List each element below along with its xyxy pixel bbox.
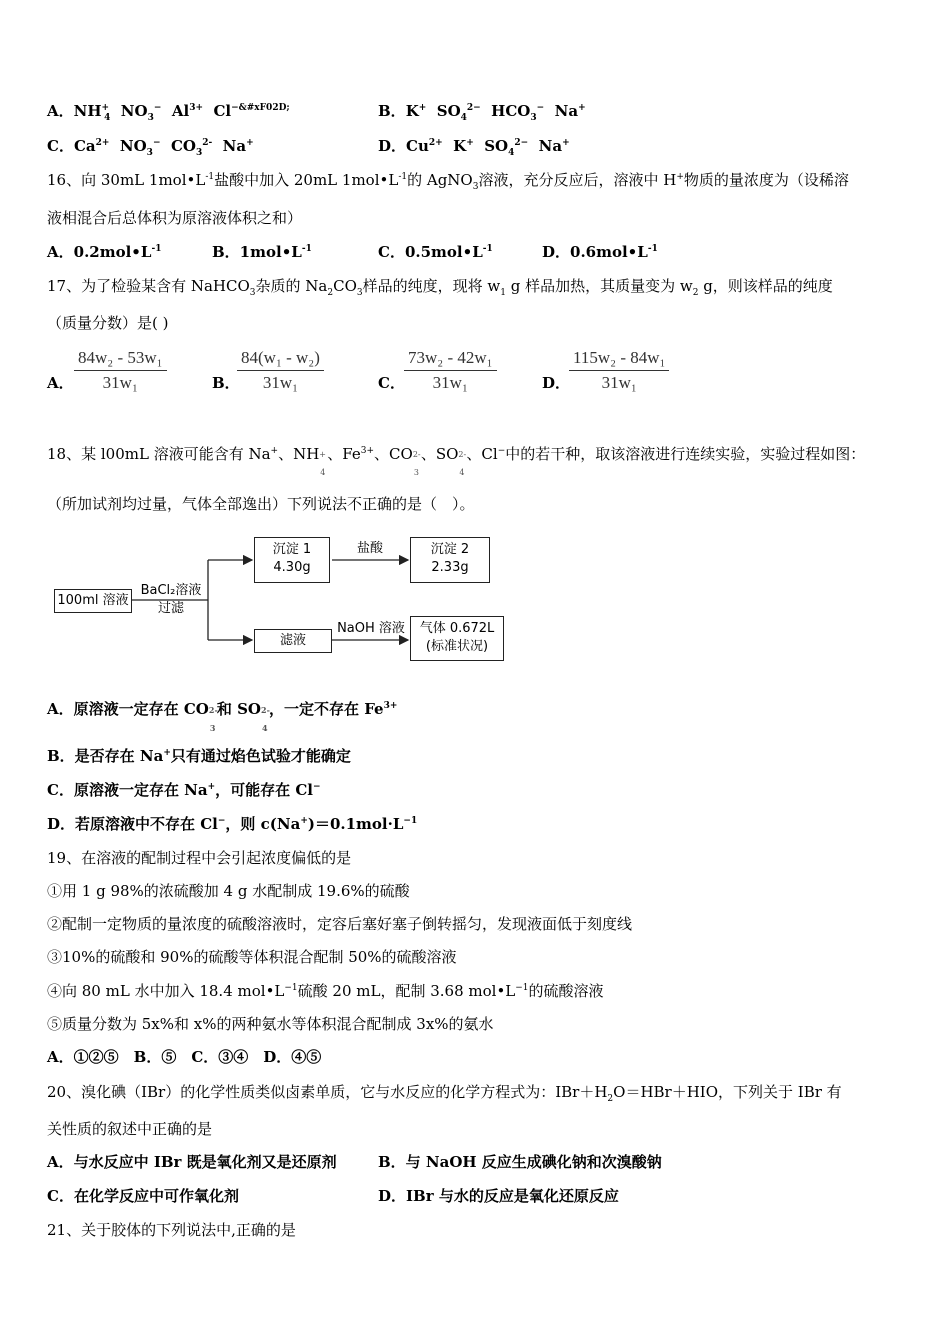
q17-fraction-b (237, 348, 324, 393)
precipitate-2-box (410, 537, 490, 583)
q20-option-a: A．与水反应中 IBr 既是氧化剂又是还原剂 (47, 1153, 337, 1171)
q18-option-b: B．是否存在 Na+只有通过焰色试验才能确定 (47, 747, 351, 765)
q16-stem: 16、向 30mL $1mol•L^{-1}$盐酸中加入 20mL $1mol•L^{-1}$的 AgNO$_3$溶液，充分反应后，溶液中 H+物质的量浓度为（设稀溶 (47, 171, 849, 192)
q17-stem-2: （质量分数）是( ) (47, 314, 169, 332)
q16-option-d: D．$0.6mol•L^{-1}$ (542, 243, 658, 261)
q20-option-b: B．与 NaOH 反应生成碘化钠和次溴酸钠 (378, 1153, 662, 1171)
q17-denominator-c: 31w₁ (432, 373, 468, 392)
q20-option-d: D．IBr 与水的反应是氧化还原反应 (378, 1187, 619, 1205)
q17-denominator-b: 31w₁ (262, 373, 299, 392)
q19-item-4: ④向 80 mL 水中加入 18.4 $mol•L^{-1}$硫酸 20 mL，配制 3.68 $mol•L^{-1}$的硫酸溶液 (47, 982, 604, 1000)
q18-option-c: C．原溶液一定存在 Na+，可能存在 Cl− (47, 781, 321, 799)
q17-label-b: B． (212, 374, 240, 392)
q19-item-2: ②配制一定物质的量浓度的硫酸溶液时，定容后塞好塞子倒转摇匀，发现液面低于刻度线 (47, 915, 633, 933)
q17-fraction-a (74, 348, 167, 393)
q15-option-b: B．K+ $SO_4^{2-}$ $HCO_3^-$ Na+ (378, 102, 586, 123)
q18-option-d: D．若原溶液中不存在 Cl−，则 $c(Na^+)=0.1mol\cdot L^{-1}$ (47, 815, 418, 833)
q17-label-d: D． (542, 374, 571, 392)
gas-box (410, 616, 504, 661)
q19-item-3: ③10%的硫酸和 90%的硫酸等体积混合配制 50%的硫酸溶液 (47, 948, 457, 966)
reagent-bacl2-label: BaCl₂溶液 (140, 583, 202, 598)
q17-numerator-c: 73w₂ - 42w₁ (404, 348, 497, 371)
filter-label: 过滤 (157, 601, 184, 616)
q20-stem: 20、溴化碘（IBr）的化学性质类似卤素单质，它与水反应的化学方程式为：$IBr+H_2O=HBr+HIO$，下列关于 IBr 有 (47, 1083, 842, 1104)
q16-stem-2: 液相混合后总体积为原溶液体积之和） (47, 209, 303, 227)
precipitate-1-mass: 4.30g (273, 560, 311, 575)
q15-option-c: C．$Ca^{2+}$ $NO_3^-$ $CO_3^{2-}$ Na+ (47, 137, 254, 158)
q17-denominator-a: 31w₁ (102, 373, 138, 392)
q19-item-1: ①用 1 g 98%的浓硫酸加 4 g 水配制成 19.6%的硫酸 (47, 882, 410, 900)
q17-fraction-c (404, 348, 497, 393)
precipitate-2-mass: 2.33g (431, 560, 469, 575)
q18-stem-2: （所加试剂均过量，气体全部逸出）下列说法不正确的是（ ）。 (47, 495, 475, 513)
q17-label-c: C． (378, 374, 405, 392)
gas-volume: 气体 0.672L (419, 621, 495, 636)
precipitate-2-name: 沉淀 2 (430, 542, 470, 557)
precipitate-1-name: 沉淀 1 (272, 542, 312, 557)
filtrate-box: 滤液 (254, 629, 332, 653)
precipitate-1-box (254, 537, 330, 583)
q15-option-a: A．$NH^+_4$ $NO_3^-$ $Al^{3+}$ $Cl^{-\&\#xF02D;}$ (47, 102, 290, 123)
q16-option-c: C．$0.5mol•L^{-1}$ (378, 243, 493, 261)
q18-stem: 18、某 l00mL 溶液可能含有 Na+、NH + 4 、$Fe^{3+}$、CO 2- 3 、SO 2- 4 、Cl−中的若干种，取该溶液进行连续实验，实验过程如图： (47, 445, 866, 477)
q17-fraction-d (569, 348, 669, 393)
q20-stem-2: 关性质的叙述中正确的是 (47, 1120, 213, 1138)
q19-options: A．①②⑤ B．⑤ C．③④ D．④⑤ (47, 1048, 322, 1066)
q20-option-c: C．在化学反应中可作氧化剂 (47, 1187, 239, 1205)
reagent-hcl-label: 盐酸 (356, 541, 383, 556)
q17-numerator-b: 84(w₁ - w₂) (237, 348, 324, 371)
q17-stem: 17、为了检验某含有 NaHCO$_3$杂质的 $Na_2CO_3$样品的纯度，现将 $w_1$ g 样品加热，其质量变为 $w_2$ g，则该样品的纯度 (47, 277, 833, 298)
q16-option-a: A．$0.2mol•L^{-1}$ (47, 243, 162, 261)
q17-label-a: A． (47, 374, 74, 392)
start-solution-box: 100ml 溶液 (54, 589, 132, 613)
q21-stem: 21、关于胶体的下列说法中,正确的是 (47, 1221, 296, 1239)
q17-denominator-d: 31w₁ (601, 373, 637, 392)
q15-option-d: D．$Cu^{2+}$ K+ $SO_4^{2-}$ Na+ (378, 137, 570, 158)
q19-stem: 19、在溶液的配制过程中会引起浓度偏低的是 (47, 849, 352, 867)
q17-numerator-a: 84w₂ - 53w₁ (74, 348, 167, 371)
q18-option-a: A．原溶液一定存在 CO 2- 3 和 SO 2- 4 ，一定不存在 $Fe^{3+}$ (47, 700, 398, 733)
reagent-naoh-label: NaOH 溶液 (337, 621, 405, 636)
q17-numerator-d: 115w₂ - 84w₁ (569, 348, 669, 371)
q19-item-5: ⑤质量分数为 5x%和 x%的两种氨水等体积混合配制成 3x%的氨水 (47, 1015, 494, 1033)
gas-condition: (标准状况) (425, 639, 489, 654)
q16-option-b: B．$1mol•L^{-1}$ (212, 243, 312, 261)
